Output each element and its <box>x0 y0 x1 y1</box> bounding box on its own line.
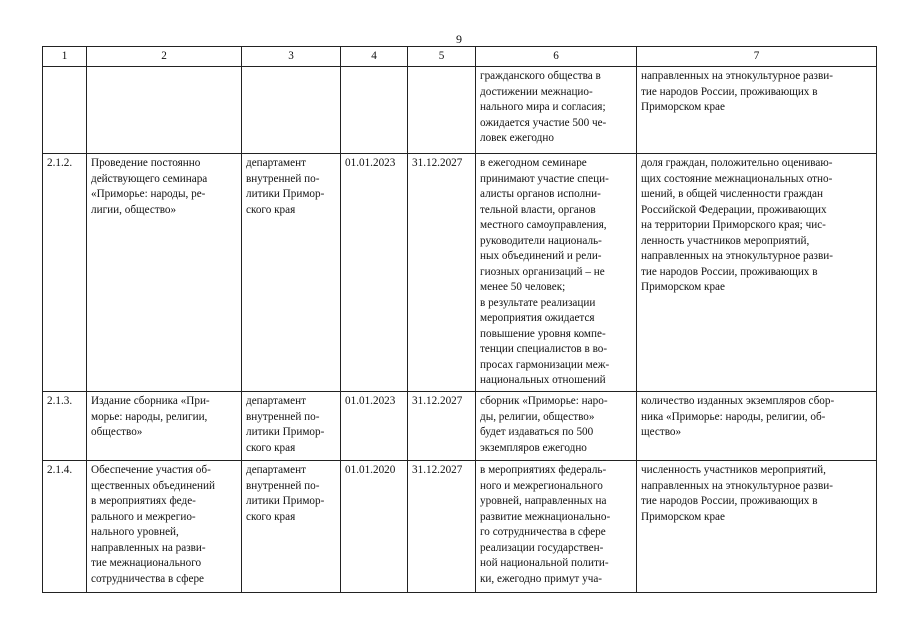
table-row <box>43 67 877 154</box>
row-number: 2.1.2. <box>43 154 87 392</box>
column-header: 5 <box>408 47 476 67</box>
row-number: 2.1.4. <box>43 461 87 593</box>
row-number: 2.1.3. <box>43 392 87 461</box>
start-date <box>341 67 408 154</box>
executor <box>242 67 341 154</box>
start-date: 01.01.2020 <box>341 461 408 593</box>
indicator: направленных на этнокультурное разви- тие народов России, проживающих в Приморском крае <box>637 67 877 154</box>
column-header: 4 <box>341 47 408 67</box>
column-header: 2 <box>87 47 242 67</box>
activity-name: Обеспечение участия об- щественных объединений в мероприятиях феде- рального и межрегио- нального уровней, направленных на разви- тие межнационального сотрудничества в сфере <box>87 461 242 593</box>
column-header: 1 <box>43 47 87 67</box>
table-row <box>43 154 877 392</box>
indicator: доля граждан, положительно оцениваю- щих состояние межнациональных отно- шений, в общей численности граждан Российской Федерации, проживающих на территории Приморского края; чис- ленность участников мероприятий, направленных на этнокультурное разви- тие народов России, проживающих в Приморском крае <box>637 154 877 392</box>
executor: департамент внутренней по- литики Примор- ского края <box>242 392 341 461</box>
indicator: численность участников мероприятий, направленных на этнокультурное разви- тие народов России, проживающих в Приморском крае <box>637 461 877 593</box>
executor: департамент внутренней по- литики Примор- ского края <box>242 154 341 392</box>
start-date: 01.01.2023 <box>341 392 408 461</box>
table-row <box>43 392 877 461</box>
expected-result: гражданского общества в достижении межнацио- нального мира и согласия; ожидается участие 500 че- ловек ежегодно <box>476 67 637 154</box>
column-header: 6 <box>476 47 637 67</box>
executor: департамент внутренней по- литики Примор- ского края <box>242 461 341 593</box>
program-table <box>42 46 877 593</box>
end-date: 31.12.2027 <box>408 461 476 593</box>
activity-name: Проведение постоянно действующего семинара «Приморье: народы, ре- лигии, общество» <box>87 154 242 392</box>
end-date: 31.12.2027 <box>408 392 476 461</box>
end-date: 31.12.2027 <box>408 154 476 392</box>
column-header: 7 <box>637 47 877 67</box>
table-row <box>43 461 877 593</box>
page-number-text: 9 <box>456 32 462 46</box>
end-date <box>408 67 476 154</box>
expected-result: в мероприятиях федераль- ного и межрегионального уровней, направленных на развитие межнационально- го сотрудничества в сфере реализации государствен- ной национальной полити- ки, ежегодно примут уча- <box>476 461 637 593</box>
indicator: количество изданных экземпляров сбор- ника «Приморье: народы, религии, об- щество» <box>637 392 877 461</box>
table-header-row <box>43 47 877 67</box>
activity-name: Издание сборника «При- морье: народы, религии, общество» <box>87 392 242 461</box>
expected-result: в ежегодном семинаре принимают участие специ- алисты органов исполни- тельной власти, органов местного самоуправления, руководители националь- ных объединений и рели- гиозных организаций – не менее 50 человек; в результате реализации мероприятия ожидается повышение уровня компе- тенции специалистов в во- просах гармонизации меж- национальных отношений <box>476 154 637 392</box>
expected-result: сборник «Приморье: наро- ды, религии, общество» будет издаваться по 500 экземпляров ежегодно <box>476 392 637 461</box>
row-number <box>43 67 87 154</box>
activity-name <box>87 67 242 154</box>
column-header: 3 <box>242 47 341 67</box>
start-date: 01.01.2023 <box>341 154 408 392</box>
